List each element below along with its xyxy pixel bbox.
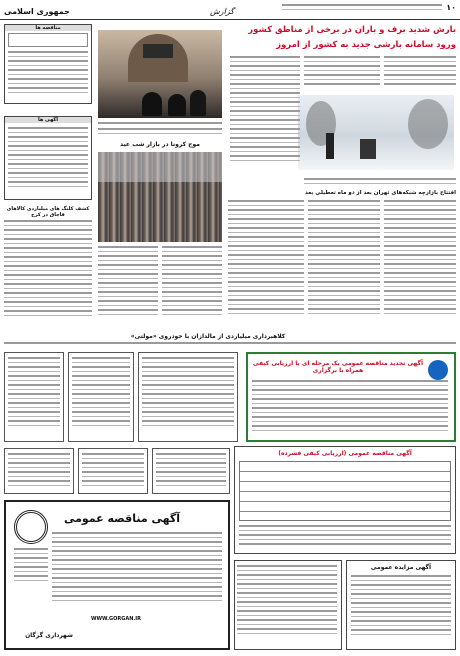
corona-body-2	[162, 246, 222, 332]
left-box-3-body	[4, 220, 92, 332]
seller-ad	[346, 560, 456, 650]
seller-ad-title: آگهی مزایده عمومی	[370, 564, 432, 571]
lead-headline-2: ورود سامانه بارشی جدید به کشور از امروز	[276, 40, 456, 50]
corona-body-1	[98, 246, 158, 332]
tender-table-grid	[239, 461, 451, 521]
pollution-body-2	[308, 200, 380, 332]
left-box-1	[4, 24, 92, 104]
page-number: ۱۰	[446, 3, 456, 12]
date-line	[282, 4, 442, 6]
motorbike	[360, 139, 376, 159]
gas-ad-body	[252, 380, 448, 438]
lead-body-mid	[304, 56, 380, 93]
small-ad-2-body	[72, 357, 130, 437]
paper-name: جمهوری اسلامی	[4, 7, 70, 16]
bottom-ad-mid-body	[237, 565, 337, 647]
left-box-2-title: آگهی ها	[5, 117, 91, 123]
lead-body-right	[384, 56, 456, 93]
crowd-overlay	[98, 152, 222, 182]
municipality-emblem-icon	[14, 510, 48, 544]
ad-row2-2	[78, 448, 148, 494]
ad-row2-1-body	[8, 453, 70, 491]
bottom-banner-body	[4, 342, 456, 350]
left-box-3-title: کشف کلنگ های میلیاردی کالاهای قاچاق در کرج	[6, 206, 90, 218]
left-box-1-body	[8, 51, 88, 101]
weather-body	[304, 178, 456, 190]
tender-table-notes	[239, 525, 451, 551]
bottom-banner: کلاهبرداری میلیاردی از مالدازان با خودروی «مولتی»	[130, 333, 286, 340]
tree-2	[408, 99, 448, 149]
municipality-ad	[4, 500, 230, 650]
pollution-headline: افتتاح بازارچه شبکه‌های تهران بعد از دو ماه تعطیلی بعد	[305, 190, 456, 196]
lead-headline-1: بارش شدید برف و باران در برخی از مناطق کشور	[248, 25, 456, 35]
figure-2	[168, 94, 186, 116]
corona-headline: موج کرونا در بازار شب عید	[120, 141, 200, 148]
small-ad-3-body	[142, 357, 234, 437]
snow-photo	[298, 95, 454, 170]
masthead	[0, 0, 460, 20]
left-box-2	[4, 116, 92, 200]
gas-logo-icon	[428, 360, 448, 380]
date-line-2	[282, 9, 442, 10]
ad-row2-1	[4, 448, 74, 494]
pollution-body-3	[228, 200, 304, 332]
ad-row2-3-body	[156, 453, 226, 491]
ad-row2-2-body	[82, 453, 144, 491]
left-box-2-body	[8, 127, 88, 197]
gate-arch	[128, 34, 188, 82]
lead-body-col3	[230, 56, 300, 176]
municipality-ad-body	[52, 532, 222, 612]
tender-table-ad	[234, 446, 456, 554]
bottom-ad-mid	[234, 560, 342, 650]
left-box-1-title: مناقصه ها	[5, 25, 91, 31]
municipality-name: شهرداری گرگان	[25, 632, 73, 639]
left-box-1-inner	[8, 33, 88, 47]
gate-banner	[143, 44, 173, 58]
figure-3	[190, 90, 206, 116]
small-ad-1-body	[8, 357, 60, 437]
section-title: گزارش	[210, 7, 235, 16]
small-ad-2	[68, 352, 134, 442]
plaza-caption-rule	[98, 122, 222, 124]
plaza-body	[98, 128, 222, 140]
tender-table-title: آگهی مناقصه عمومی (ارزیابی کیفی فشرده)	[278, 450, 412, 457]
tender-big-title: آگهی مناقصه عمومی	[63, 512, 181, 525]
person	[326, 133, 334, 159]
gas-ad	[246, 352, 456, 442]
figure-1	[142, 92, 162, 116]
plaza-photo	[98, 30, 222, 118]
small-ad-3	[138, 352, 238, 442]
crowd-photo	[98, 152, 222, 242]
municipality-website[interactable]: WWW.GORGAN.IR	[90, 616, 141, 622]
ad-row2-3	[152, 448, 230, 494]
pollution-body-1	[384, 200, 456, 332]
gas-ad-title: آگهی تجدید مناقصه عمومی یک مرحله ای با ارزیابی کیفی همراه با برگزاری	[252, 360, 424, 374]
small-ad-1	[4, 352, 64, 442]
seller-ad-body	[351, 575, 451, 647]
municipality-ad-body-2	[14, 548, 48, 608]
